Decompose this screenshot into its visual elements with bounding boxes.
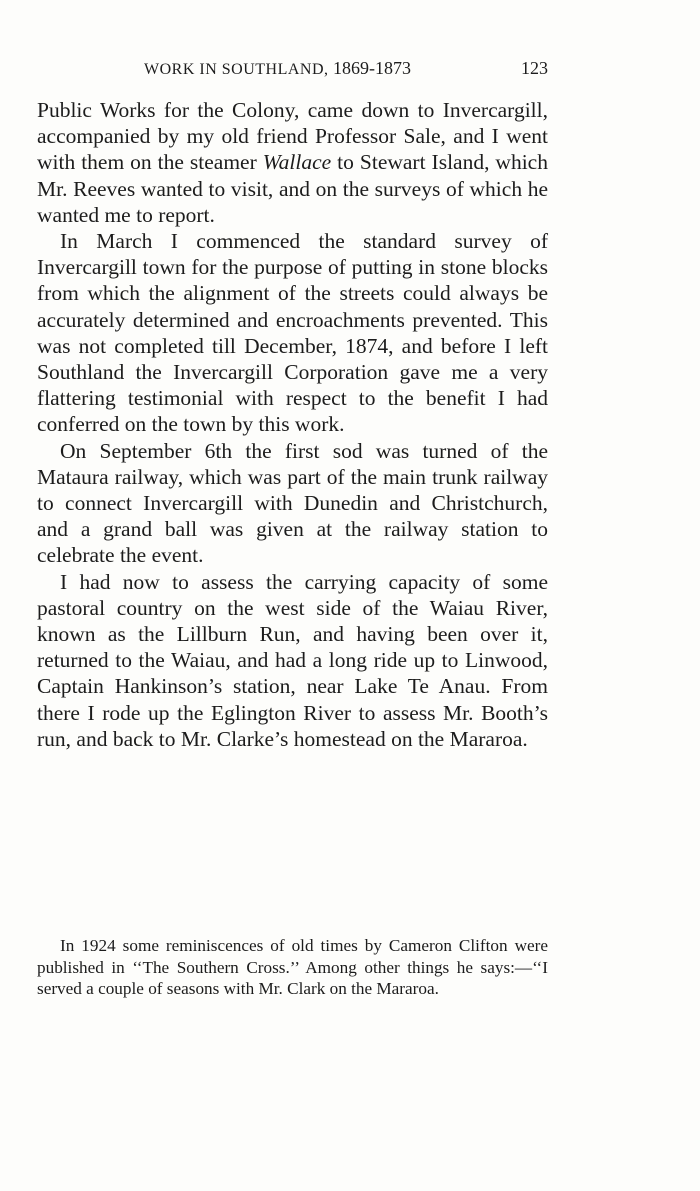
footnote xyxy=(37,935,548,1000)
paragraph-text: Public Works for the Colony, came down to Invercargill, accompanied by my old friend Professor Sale, and I went with them on the steamer xyxy=(37,98,548,175)
paragraph-standard-survey: In March I commenced the standard survey of Invercargill town for the purpose of putting in stone blocks from which the alignment of the streets could always be accurately determined and encroachments prevented. This was not completed till December, 1874, and before I left Southland the Invercargill Corporation gave me a very flattering testimonial with respect to the benefit I had conferred on the town by this work. xyxy=(37,229,548,437)
paragraph-mataura-railway: On September 6th the first sod was turned of the Mataura railway, which was part of the main trunk railway to connect Invercargill with Dunedin and Christchurch, and a grand ball was given at the railway station to celebrate the event. xyxy=(37,438,548,568)
body-text xyxy=(37,97,548,752)
running-title-years: 1869-1873 xyxy=(333,58,412,78)
footnote-text: In 1924 some reminiscences of old times by Cameron Clifton were published in ‘‘The Southern Cross.’’ Among other things he says:—‘‘I served a couple of seasons with Mr. Clark on the Mararoa. xyxy=(37,936,548,998)
paragraph-lillburn-run: I had now to assess the carrying capacity of some pastoral country on the west side of the Waiau River, known as the Lillburn Run, and having been over it, returned to the Waiau, and had a long ride up to Linwood, Captain Hankinson’s station, near Lake Te Anau. From there I rode up the Eglington River to assess Mr. Booth’s run, and back to Mr. Clarke’s homestead on the Mararoa. xyxy=(37,569,548,751)
ship-name: Wallace xyxy=(262,150,332,175)
running-title xyxy=(144,58,411,79)
paragraph-text: to Stewart Island, which Mr. Reeves wanted to visit, and on the surveys of which he wanted me to report. xyxy=(37,150,548,227)
paragraph-continued xyxy=(37,97,548,228)
page-number: 123 xyxy=(521,58,548,78)
running-title-text: WORK IN SOUTHLAND, xyxy=(144,61,329,78)
running-head xyxy=(37,58,548,82)
